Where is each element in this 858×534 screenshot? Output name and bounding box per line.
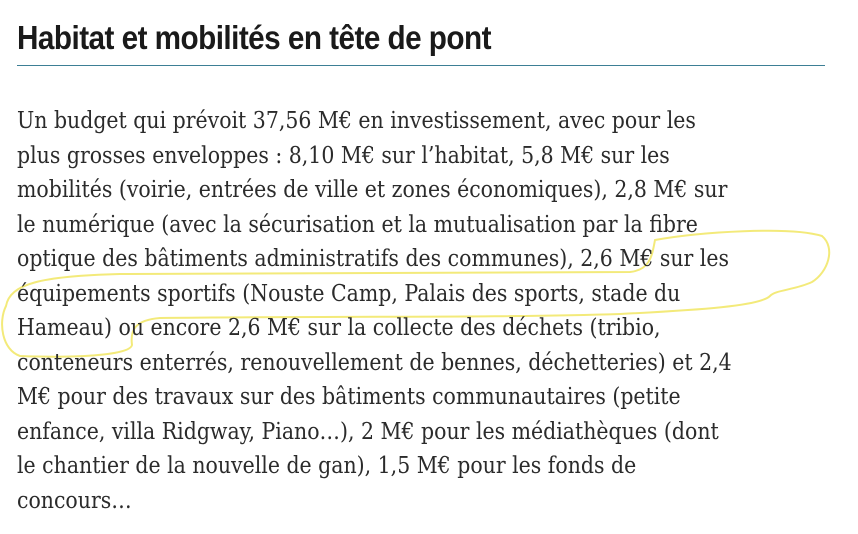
body-line: le numérique (avec la sécurisation et la mutualisation par la fibre — [17, 211, 698, 238]
body-line: mobilités (voirie, entrées de ville et zones économiques), 2,8 M€ sur — [17, 177, 728, 203]
body-line: Hameau) ou encore 2,6 M€ sur la collecte des déchets (tribio, — [17, 315, 661, 341]
article-heading: Habitat et mobilités en tête de pont — [17, 19, 491, 56]
body-line: équipements sportifs (Nouste Camp, Palais des sports, stade du — [17, 280, 681, 307]
body-line: le chantier de la nouvelle de gan), 1,5 M€ pour les fonds de — [17, 453, 637, 479]
body-line: Un budget qui prévoit 37,56 M€ en investissement, avec pour les — [17, 108, 696, 134]
article-body — [17, 104, 847, 518]
body-line: concours… — [17, 487, 132, 514]
heading-divider — [17, 65, 825, 66]
body-line: plus grosses enveloppes : 8,10 M€ sur l’habitat, 5,8 M€ sur les — [17, 142, 670, 169]
body-line: optique des bâtiments administratifs des communes), 2,6 M€ sur les — [17, 246, 729, 272]
body-line: M€ pour des travaux sur des bâtiments communautaires (petite — [17, 384, 681, 410]
body-line: conteneurs enterrés, renouvellement de bennes, déchetteries) et 2,4 — [17, 349, 732, 376]
body-line: enfance, villa Ridgway, Piano…), 2 M€ pour les médiathèques (dont — [17, 418, 719, 445]
